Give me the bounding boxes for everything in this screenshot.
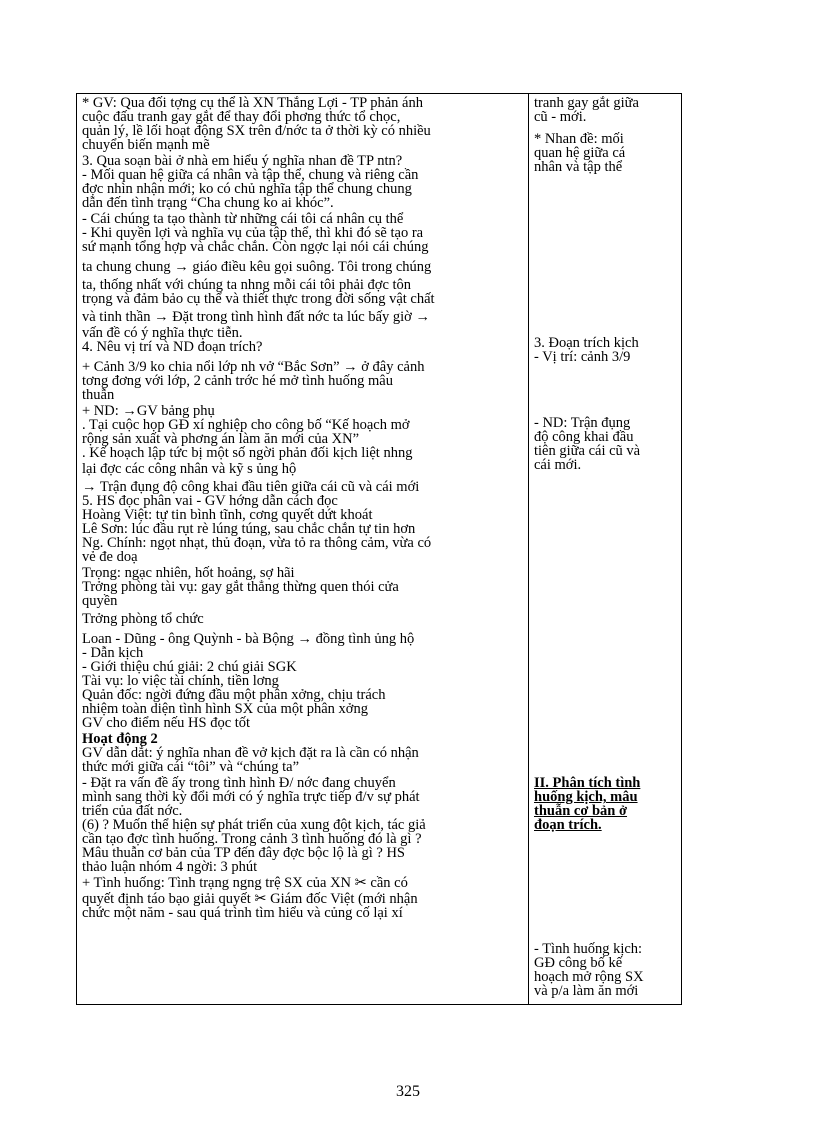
left-text-line: Quản đốc: ngời đứng đầu một phân xởng, chịu trách (82, 687, 386, 703)
left-text-line: rộng sản xuất và phơng án làm ăn mới của XN” (82, 431, 360, 447)
left-text-line: cuộc đấu tranh gay gắt để thay đổi phơng thức tổ chọc, (82, 109, 401, 125)
left-text-line: . Kế hoạch lập tức bị một số ngời phản đối kịch liệt nhng (82, 445, 413, 461)
right-text-line: * Nhan đề: mối (534, 131, 624, 147)
left-text-line: - Đặt ra vấn đề ấy trong tình hình Đ/ nớc đang chuyển (82, 775, 396, 791)
left-text-line: - Khi quyền lợi và nghĩa vụ của tập thể, thì khi đó sẽ tạo ra (82, 225, 424, 241)
right-text-line: thuẫn cơ bản ở (534, 803, 628, 819)
left-text-line: Ng. Chính: ngọt nhạt, thủ đoạn, vừa tỏ ra thông cảm, vừa có (82, 535, 432, 551)
right-text-line: huống kịch, mâu (534, 789, 638, 805)
right-text-line: tranh gay gắt giữa (534, 95, 639, 111)
left-text-line: Tài vụ: lo việc tài chính, tiền lơng (82, 673, 279, 689)
left-text-line: quản lý, lề lối hoạt động SX trên đ/nớc ta ở thời kỳ có nhiều (82, 123, 431, 139)
right-text-line: GĐ công bố kế (534, 955, 623, 971)
left-text-line: 4. Nêu vị trí và ND đoạn trích? (82, 339, 263, 355)
left-text-line: vẻ đe doạ (82, 549, 138, 565)
right-text-line: cái mới. (534, 457, 582, 473)
right-text-line: - Tình huống kịch: (534, 941, 643, 957)
left-text-line: và tinh thần → Đặt trong tình hình đất nớc ta lúc bấy giờ → (82, 309, 430, 325)
left-text-line: Mâu thuẫn cơ bản của TP đến đây đợc bộc lộ là gì ? HS (82, 845, 405, 861)
left-text-line: lại đợc các công nhân và kỹ s ủng hộ (82, 461, 297, 477)
left-text-line: GV cho điểm nếu HS đọc tốt (82, 715, 251, 731)
left-text-line: ta, thống nhất với chúng ta nhng mỗi cái tôi phải đợc tôn (82, 277, 412, 293)
right-text-line: - Vị trí: cảnh 3/9 (534, 349, 631, 365)
left-text-line: cần tạo đợc tình huống. Trong cảnh 3 tình huống đó là gì ? (82, 831, 422, 847)
left-text-line: thức mới giữa cái “tôi” và “chúng ta” (82, 759, 300, 775)
right-text-line: II. Phân tích tình (534, 775, 641, 791)
right-text-line: - ND: Trận đụng (534, 415, 631, 431)
left-text-line: thảo luận nhóm 4 ngời: 3 phút (82, 859, 258, 875)
left-text-line: Trởng phòng tài vụ: gay gắt thẳng thừng quen thói cửa (82, 579, 399, 595)
left-text-line: Loan - Dũng - ông Quỳnh - bà Bộng → đồng tình ủng hộ (82, 631, 415, 647)
left-text-line: quyết định táo bạo giải quyết ✂ Giám đốc Việt (mới nhận (82, 891, 418, 907)
left-text-line: Trởng phòng tổ chức (82, 611, 204, 627)
left-text-line: 3. Qua soạn bài ở nhà em hiểu ý nghĩa nhan đề TP ntn? (82, 153, 403, 169)
left-text-line: 5. HS đọc phân vai - GV hớng dẫn cách đọc (82, 493, 338, 509)
left-text-line: dẫn đến tình trạng “Cha chung ko ai khóc”. (82, 195, 334, 211)
left-text-line: + Tình huống: Tình trạng ngng trệ SX của XN ✂ cần có (82, 875, 408, 891)
left-text-line: vấn đề có ý nghĩa thực tiễn. (82, 325, 243, 341)
lesson-table (76, 93, 682, 1005)
right-text-line: cũ - mới. (534, 109, 587, 125)
left-text-line: + Cảnh 3/9 ko chia nổi lớp nh vở “Bắc Sơn” → ở đây cảnh (82, 359, 425, 375)
right-text-line: nhân và tập thể (534, 159, 623, 175)
left-text-line: - Giới thiệu chú giải: 2 chú giải SGK (82, 659, 297, 675)
left-text-line: chuyển biến mạnh mẽ (82, 137, 210, 153)
left-text-line: thuẫn (82, 387, 115, 403)
left-text-line: . Tại cuộc họp GĐ xí nghiệp cho công bố “Kế hoạch mở (82, 417, 410, 433)
right-text-line: đoạn trích. (534, 817, 602, 833)
left-text-line: - Mối quan hệ giữa cá nhân và tập thể, chung và riêng cần (82, 167, 419, 183)
page-number: 325 (396, 1083, 420, 1100)
left-text-line: (6) ? Muốn thể hiện sự phát triển của xung đột kịch, tác giả (82, 817, 426, 833)
left-text-line: ta chung chung → giáo điều kêu gọi suông. Tôi trong chúng (82, 259, 432, 275)
left-text-line: Hoàng Việt: tự tin bình tĩnh, cơng quyết dứt khoát (82, 507, 373, 523)
left-text-line: - Dẫn kịch (82, 645, 144, 661)
right-text-line: quan hệ giữa cá (534, 145, 626, 161)
column-divider (528, 94, 529, 1004)
left-text-line: triển của đất nớc. (82, 803, 183, 819)
left-text-line: mình sang thời kỳ đổi mới có ý nghĩa trực tiếp đ/v sự phát (82, 789, 420, 805)
right-text-line: 3. Đoạn trích kịch (534, 335, 639, 351)
left-text-line: tơng đơng với lớp, 2 cảnh trớc hé mở tình huống mâu (82, 373, 393, 389)
left-text-line: nhiệm toàn diện tình hình SX của một phân xởng (82, 701, 368, 717)
right-text-line: hoạch mở rộng SX (534, 969, 644, 985)
left-text-line: Trọng: ngạc nhiên, hốt hoảng, sợ hãi (82, 565, 295, 581)
left-text-line: chức một năm - sau quá trình tìm hiểu và củng cố lại xí (82, 905, 403, 921)
left-text-line: + ND: →GV bảng phụ (82, 403, 215, 419)
left-text-line: sứ mạnh tổng hợp và chắc chắn. Còn ngợc lại nói cái chúng (82, 239, 429, 255)
right-text-line: tiên giữa cái cũ và (534, 443, 641, 459)
left-text-line: * GV: Qua đối tợng cụ thể là XN Thắng Lợi - TP phản ánh (82, 95, 423, 111)
left-text-line: Hoạt động 2 (82, 731, 158, 747)
left-text-line: - Cái chúng ta tạo thành từ những cái tôi cá nhân cụ thể (82, 211, 404, 227)
left-text-line: trọng và đảm bảo cụ thể và thiết thực trong đời sống vật chất (82, 291, 435, 307)
right-text-line: và p/a làm ăn mới (534, 983, 639, 999)
left-text-line: Lê Sơn: lúc đầu rụt rè lúng túng, sau chắc chắn tự tin hơn (82, 521, 416, 537)
left-text-line: đợc nhìn nhận mới; ko có chủ nghĩa tập thể chung chung (82, 181, 412, 197)
left-text-line: GV dẫn dắt: ý nghĩa nhan đề vở kịch đặt ra là cần có nhận (82, 745, 419, 761)
right-text-line: độ công khai đầu (534, 429, 634, 445)
left-text-line: → Trận đụng độ công khai đầu tiên giữa cái cũ và cái mới (82, 479, 420, 495)
left-text-line: quyền (82, 593, 118, 609)
